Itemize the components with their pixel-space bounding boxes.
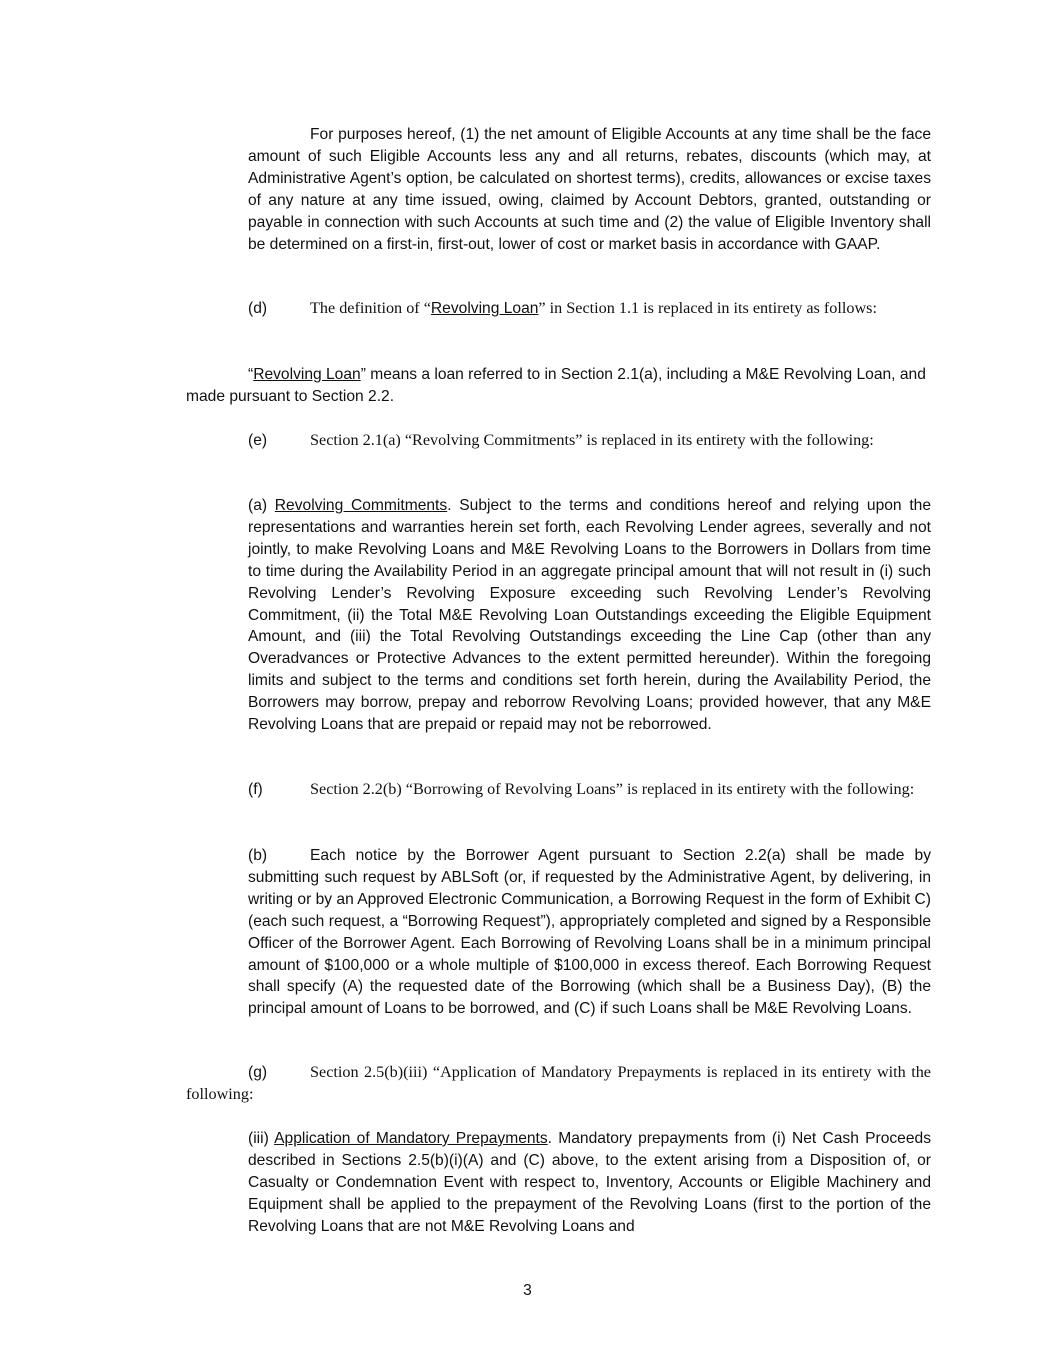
item-d-post: ” in Section 1.1 is replaced in its entirety as follows: — [538, 299, 877, 317]
paragraph-d — [186, 298, 931, 320]
section-2-5b-iii-label: (iii) — [248, 1130, 275, 1147]
section-2-1a-heading: Revolving Commitments — [274, 497, 448, 514]
section-2-2b-text: Each notice by the Borrower Agent pursuant to Section 2.2(a) shall be made by submitting such request by ABLSoft (or, if requested by the Administrative Agent, by delivering, in writing or by an Approved Electronic Communication, a Borrowing Request in the form of Exhibit C) (each such request, a “Borrowing Request”), appropriately completed and signed by a Responsible Officer of the Borrower Agent. Each Borrowing of Revolving Loans shall be in a minimum principal amount of $100,000 or a whole multiple of $100,000 in excess thereof. Each Borrowing Request shall specify (A) the requested date of the Borrowing (which shall be a Business Day), (B) the principal amount of Loans to be borrowed, and (C) if such Loans shall be M&E Revolving Loans. — [248, 847, 931, 1018]
definition-revolving-loan — [186, 364, 931, 408]
item-label-d: (d) — [248, 300, 268, 317]
section-2-5b-iii — [248, 1128, 931, 1238]
def-open-quote: “ — [248, 366, 254, 383]
section-2-5b-iii-heading: Application of Mandatory Prepayments — [274, 1130, 548, 1147]
section-2-2b-label: (b) — [248, 847, 268, 864]
section-2-1a — [248, 495, 931, 736]
paragraph-g — [186, 1062, 931, 1106]
section-2-1a-text: . Subject to the terms and conditions hereof and relying upon the representations and warranties herein set forth, each Revolving Lender agrees, severally and not jointly, to make Revolving Loans and M&E Revolving Loans to the Borrowers in Dollars from time to time during the Availability Period in an aggregate principal amount that will not result in (i) such Revolving Lender’s Revolving Exposure exceeding such Revolving Lender’s Revolving Commitment, (ii) the Total M&E Revolving Loan Outstandings exceeding the Eligible Equipment Amount, and (iii) the Total Revolving Outstandings exceeding the Line Cap (other than any Overadvances or Protective Advances to the extent permitted hereunder). Within the foregoing limits and subject to the terms and conditions set forth herein, during the Availability Period, the Borrowers may borrow, prepay and reborrow Revolving Loans; provided however, that any M&E Revolving Loans that are prepaid or repaid may not be reborrowed. — [248, 497, 932, 734]
paragraph-e — [186, 430, 931, 452]
item-label-e: (e) — [248, 432, 268, 449]
def-body: ” means a loan referred to in Section 2.1(a), including a M&E Revolving Loan, and made pursuant to Section 2.2. — [186, 366, 926, 405]
section-2-5b-iii-text: . Mandatory prepayments from (i) Net Cash Proceeds described in Sections 2.5(b)(i)(A) and (C) above, to the extent arising from a Disposition of, or Casualty or Condemnation Event with respect to, Inventory, Accounts or Eligible Machinery and Equipment shall be applied to the prepayment of the Revolving Loans (first to the portion of the Revolving Loans that are not M&E Revolving Loans and — [248, 1130, 931, 1235]
section-2-2b — [248, 845, 931, 1020]
item-label-f: (f) — [248, 781, 263, 798]
item-d-pre: The definition of “ — [310, 299, 431, 317]
page-number: 3 — [523, 1282, 532, 1299]
section-2-1a-label: (a) — [248, 497, 275, 514]
def-term: Revolving Loan — [253, 366, 361, 383]
paragraph-f — [186, 779, 931, 801]
item-f-text: Section 2.2(b) “Borrowing of Revolving Loans” is replaced in its entirety with the following: — [310, 780, 915, 798]
item-label-g: (g) — [248, 1064, 268, 1081]
paragraph-purposes-hereof: For purposes hereof, (1) the net amount of Eligible Accounts at any time shall be the face amount of such Eligible Accounts less any and all returns, rebates, discounts (which may, at Administrative Agent’s option, be calculated on shortest terms), credits, allowances or excise taxes of any nature at any time issued, owing, claimed by Account Debtors, granted, outstanding or payable in connection with such Accounts at such time and (2) the value of Eligible Inventory shall be determined on a first-in, first-out, lower of cost or market basis in accordance with GAAP. — [248, 126, 931, 253]
item-e-text: Section 2.1(a) “Revolving Commitments” is replaced in its entirety with the following: — [310, 431, 874, 449]
item-g-text: Section 2.5(b)(iii) “Application of Mandatory Prepayments is replaced in its entirety with the following: — [186, 1063, 931, 1103]
term-revolving-loan: Revolving Loan — [430, 300, 539, 317]
